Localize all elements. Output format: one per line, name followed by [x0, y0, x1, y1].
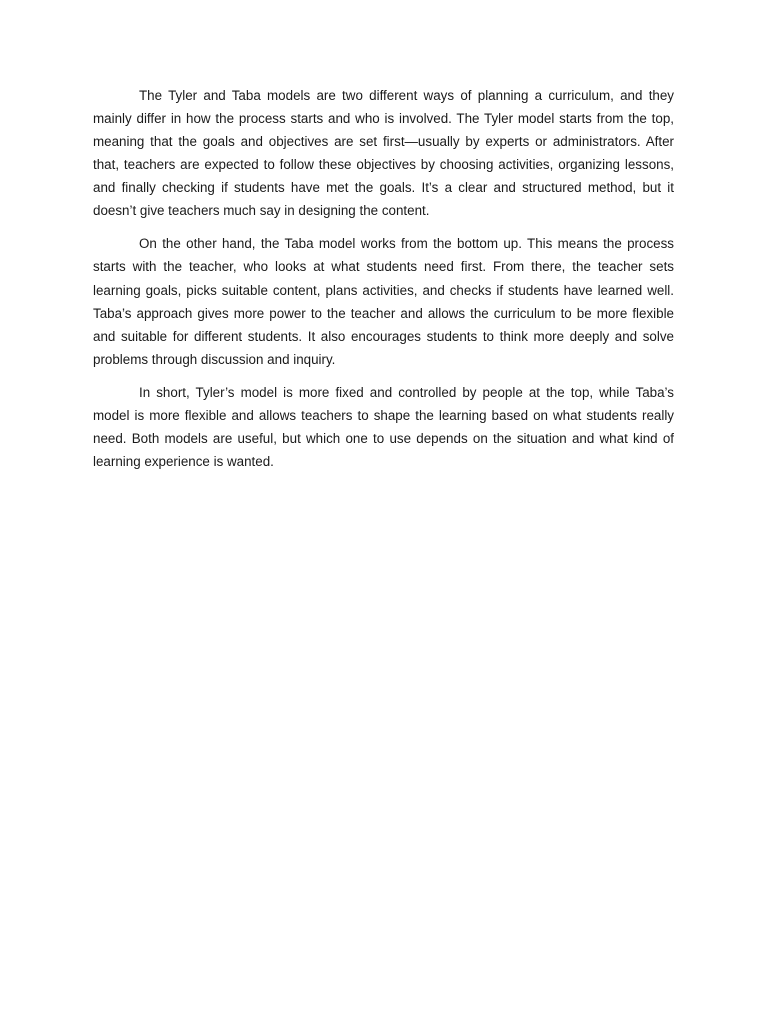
paragraph-taba-model: On the other hand, the Taba model works from the bottom up. This means the process starts with the teacher, who looks at what students need first. From there, the teacher sets learning goals, picks suitable content, plans activities, and checks if students have learned well. Taba’s approach gives more power to the teacher and allows the curriculum to be more flexible and suitable for different students. It also encourages students to think more deeply and solve problems through discussion and inquiry.	[93, 236, 674, 367]
document-body	[93, 84, 674, 483]
paragraph-tyler-model: The Tyler and Taba models are two different ways of planning a curriculum, and they mainly differ in how the process starts and who is involved. The Tyler model starts from the top, meaning that the goals and objectives are set first—usually by experts or administrators. After that, teachers are expected to follow these objectives by choosing activities, organizing lessons, and finally checking if students have met the goals. It’s a clear and structured method, but it doesn’t give teachers much say in designing the content.	[93, 88, 674, 219]
paragraph-conclusion: In short, Tyler’s model is more fixed and controlled by people at the top, while Taba’s model is more flexible and allows teachers to shape the learning based on what students really need. Both models are useful, but which one to use depends on the situation and what kind of learning experience is wanted.	[93, 384, 674, 469]
